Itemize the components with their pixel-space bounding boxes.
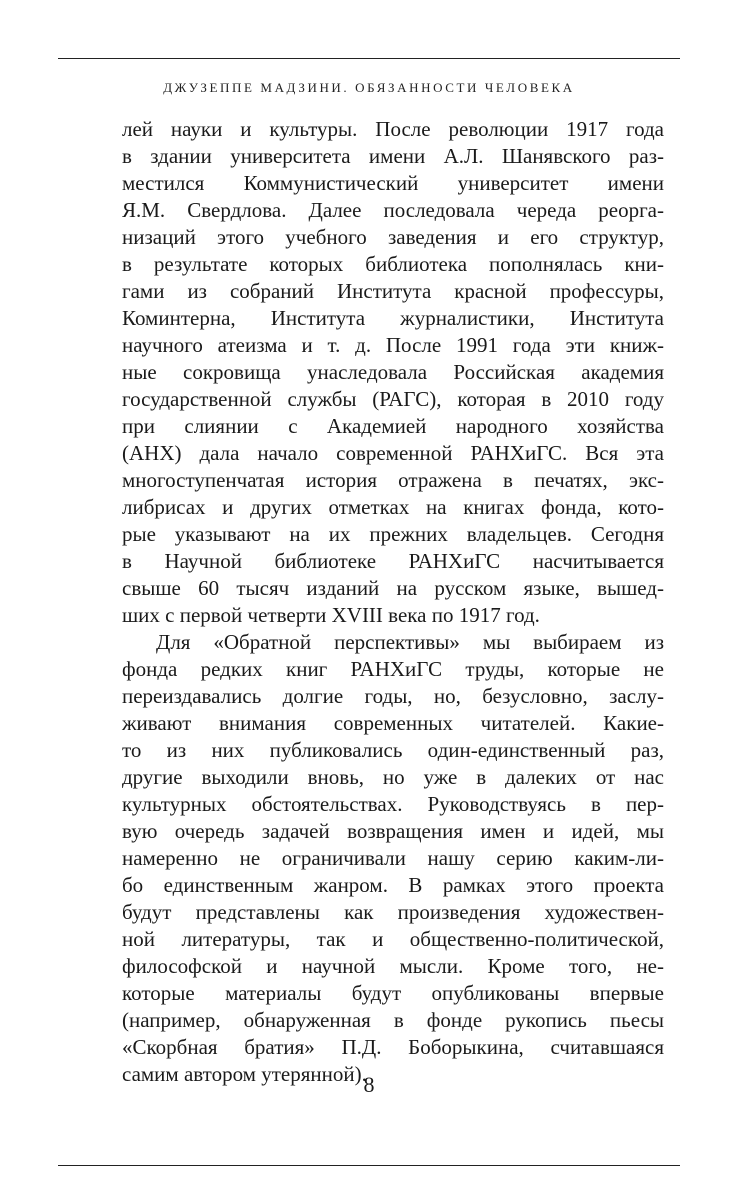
text-line: которые материалы будут опубликованы впервые [122, 981, 664, 1005]
text-line: ной литературы, так и общественно-политической, [122, 927, 664, 951]
top-rule [58, 58, 680, 59]
paragraph-2 [122, 629, 664, 1088]
text-line: свыше 60 тысяч изданий на русском языке, вышед- [122, 576, 664, 600]
paragraph-1 [122, 116, 664, 629]
text-line: живают внимания современных читателей. Какие- [122, 711, 664, 735]
page-number: 8 [363, 1072, 375, 1097]
text-line: многоступенчатая история отражена в печатях, экс- [122, 468, 664, 492]
text-line: будут представлены как произведения художествен- [122, 900, 664, 924]
text-line: намеренно не ограничивали нашу серию каким-ли- [122, 846, 664, 870]
text-line: переиздавались долгие годы, но, безусловно, заслу- [122, 684, 664, 708]
text-line: Я.М. Свердлова. Далее последовала череда реорга- [122, 198, 664, 222]
text-line: другие выходили вновь, но уже в далеких от нас [122, 765, 664, 789]
text-line: культурных обстоятельствах. Руководствуясь в пер- [122, 792, 664, 816]
text-line: местился Коммунистический университет имени [122, 171, 664, 195]
text-line: (АНХ) дала начало современной РАНХиГС. Вся эта [122, 441, 664, 465]
text-line: при слиянии с Академией народного хозяйства [122, 414, 664, 438]
text-line: самим автором утерянной). [122, 1062, 367, 1086]
text-line: рые указывают на их прежних владельцев. Сегодня [122, 522, 664, 546]
text-line: (например, обнаруженная в фонде рукопись пьесы [122, 1008, 664, 1032]
text-line: либрисах и других отметках на книгах фонда, кото- [122, 495, 664, 519]
body-text [122, 116, 664, 1088]
bottom-rule [58, 1165, 680, 1166]
text-line: низаций этого учебного заведения и его структур, [122, 225, 664, 249]
text-line: научного атеизма и т. д. После 1991 года эти книж- [122, 333, 664, 357]
text-line: ших с первой четверти XVIII века по 1917 год. [122, 603, 540, 627]
text-line: фонда редких книг РАНХиГС труды, которые не [122, 657, 664, 681]
text-line: ные сокровища унаследовала Российская академия [122, 360, 664, 384]
text-line: гами из собраний Института красной профессуры, [122, 279, 664, 303]
text-line: Коминтерна, Института журналистики, Института [122, 306, 664, 330]
text-line: вую очередь задачей возвращения имен и идей, мы [122, 819, 664, 843]
text-line: «Скорбная братия» П.Д. Боборыкина, считавшаяся [122, 1035, 664, 1059]
text-line: философской и научной мысли. Кроме того, не- [122, 954, 664, 978]
text-line: бо единственным жанром. В рамках этого проекта [122, 873, 664, 897]
text-line: лей науки и культуры. После революции 1917 года [122, 117, 664, 141]
text-line: то из них публиковались один-единственный раз, [122, 738, 664, 762]
text-line: в результате которых библиотека пополнялась кни- [122, 252, 664, 276]
text-line: Для «Обратной перспективы» мы выбираем из [156, 630, 664, 654]
running-head: ДЖУЗЕППЕ МАДЗИНИ. ОБЯЗАННОСТИ ЧЕЛОВЕКА [163, 80, 575, 95]
text-line: государственной службы (РАГС), которая в 2010 году [122, 387, 664, 411]
text-line: в здании университета имени А.Л. Шанявского раз- [122, 144, 664, 168]
text-line: в Научной библиотеке РАНХиГС насчитывается [122, 549, 664, 573]
